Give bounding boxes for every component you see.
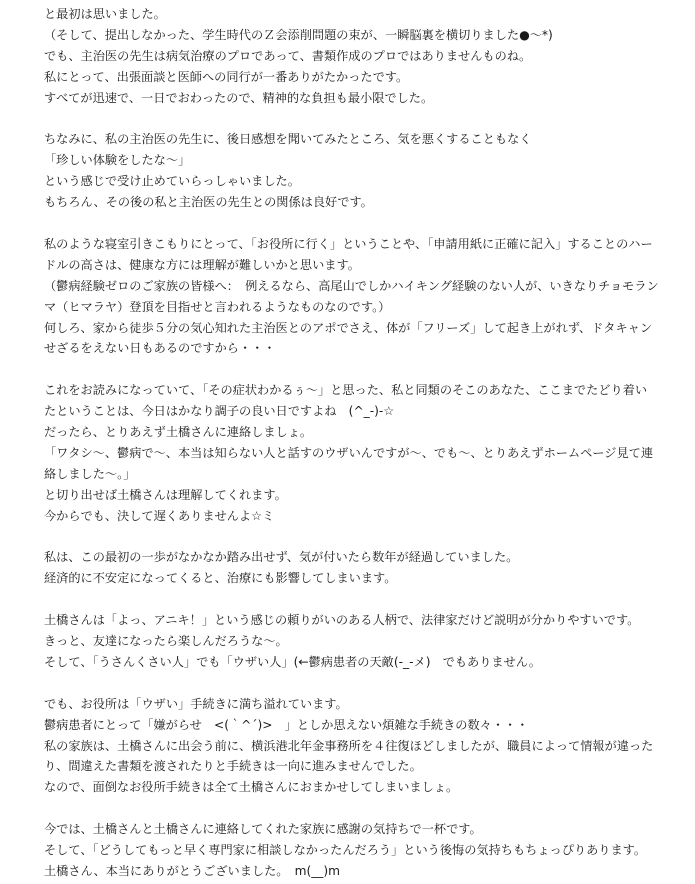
text-line: 今からでも、決して遅くありませんよ☆ミ	[44, 508, 275, 523]
text-line: たということは、今日はかなり調子の良い日ですよね (^_-)-☆	[44, 404, 395, 419]
text-line: 経済的に不安定になってくると、治療にも影響してしまいます。	[44, 571, 397, 586]
text-line: これをお読みになっていて、「その症状わかるぅ～」と思った、私と同類のそこのあなた、ここまでたどり着い	[44, 383, 648, 398]
text-line: マ（ヒマラヤ）登頂を目指せと言われるようなものなのです。）	[44, 299, 391, 314]
text-line: と切り出せば土橋さんは理解してくれます。	[44, 487, 287, 502]
text-line: 今では、土橋さんと土橋さんに連絡してくれた家族に感謝の気持ちで一杯です。	[44, 822, 482, 837]
text-line: 私は、この最初の一歩がなかなか踏み出せず、気が付いたら数年が経過していました。	[44, 550, 519, 565]
text-line: ドルの高さは、健康な方には理解が難しいかと思います。	[44, 257, 360, 272]
text-line: 土橋さん、本当にありがとうございました。 m(__)m	[44, 863, 341, 878]
text-line: 私のような寝室引きこもりにとって、「お役所に行く」ということや、「申請用紙に正確に記入」することのハー	[44, 236, 653, 251]
text-line: せざるをえない日もあるのですから・・・	[44, 341, 276, 356]
text-line: 「珍しい体験をしたな～」	[44, 153, 191, 168]
text-line: と最初は思いました。	[44, 7, 166, 21]
text-line: という感じで受け止めていらっしゃいました。	[44, 174, 300, 189]
text-line: なので、面倒なお役所手続きは全て土橋さんにおまかせしてしまいましょ。	[44, 780, 459, 795]
text-line: だったら、とりあえず土橋さんに連絡しましょ。	[44, 425, 313, 439]
text-line: 何しろ、家から徒歩５分の気心知れた主治医とのアポでさえ、体が「フリーズ」して起き上がれず、ドタキャン	[44, 320, 653, 335]
text-line: 「ワタシ～、鬱病で～、本当は知らない人と話すのウザいんですが～、でも～、とりあえずホームページ見て連	[44, 445, 654, 460]
text-line: 私の家族は、土橋さんに出会う前に、横浜港北年金事務所を４往復ほどしましたが、職員によって情報が違った	[44, 738, 654, 753]
text-line: そして、「うさんくさい人」でも「ウザい人」(←鬱病患者の天敵(-_-メ) でもありません。	[44, 654, 541, 669]
text-line: 土橋さんは「よっ、アニキ！」という感じの頼りがいのある人柄で、法律家だけど説明が分かりやすいです。	[44, 613, 640, 628]
text-line: 私にとって、出張面談と医師への同行が一番ありがたかったです。	[44, 69, 409, 84]
text-line: でも、お役所は「ウザい」手続きに満ち溢れています。	[44, 696, 348, 711]
text-line: （鬱病経験ゼロのご家族の皆様へ： 例えるなら、高尾山でしかハイキング経験のない人が、いきなりチョモラン	[44, 278, 659, 293]
text-line: きっと、友達になったら楽しんだろうな～。	[44, 634, 288, 648]
text-line: 鬱病患者にとって「嫌がらせ <(｀^´)> 」としか思えない煩雑な手続きの数々・・・	[44, 717, 529, 732]
text-line: 絡しました～。」	[44, 466, 136, 481]
text-line: もちろん、その後の私と主治医の先生との関係は良好です。	[44, 195, 373, 210]
text-line: ちなみに、私の主治医の先生に、後日感想を聞いてみたところ、気を悪くすることもなく	[44, 132, 532, 147]
text-line: すべてが迅速で、一日でおわったので、精神的な負担も最小限でした。	[44, 90, 434, 105]
text-line: そして、「どうしてもっと早く専門家に相談しなかったんだろう」という後悔の気持ちもちょっぴりあります。	[44, 843, 647, 857]
text-line: （そして、提出しなかった、学生時代のＺ会添削問題の束が、一瞬脳裏を横切りました●～*)	[44, 27, 553, 42]
text-line: でも、主治医の先生は病気治療のプロであって、書類作成のプロではありませんものね。	[44, 48, 532, 63]
text-line: り、間違えた書類を渡されたりと手続きは一向に進みませんでした。	[44, 759, 422, 774]
